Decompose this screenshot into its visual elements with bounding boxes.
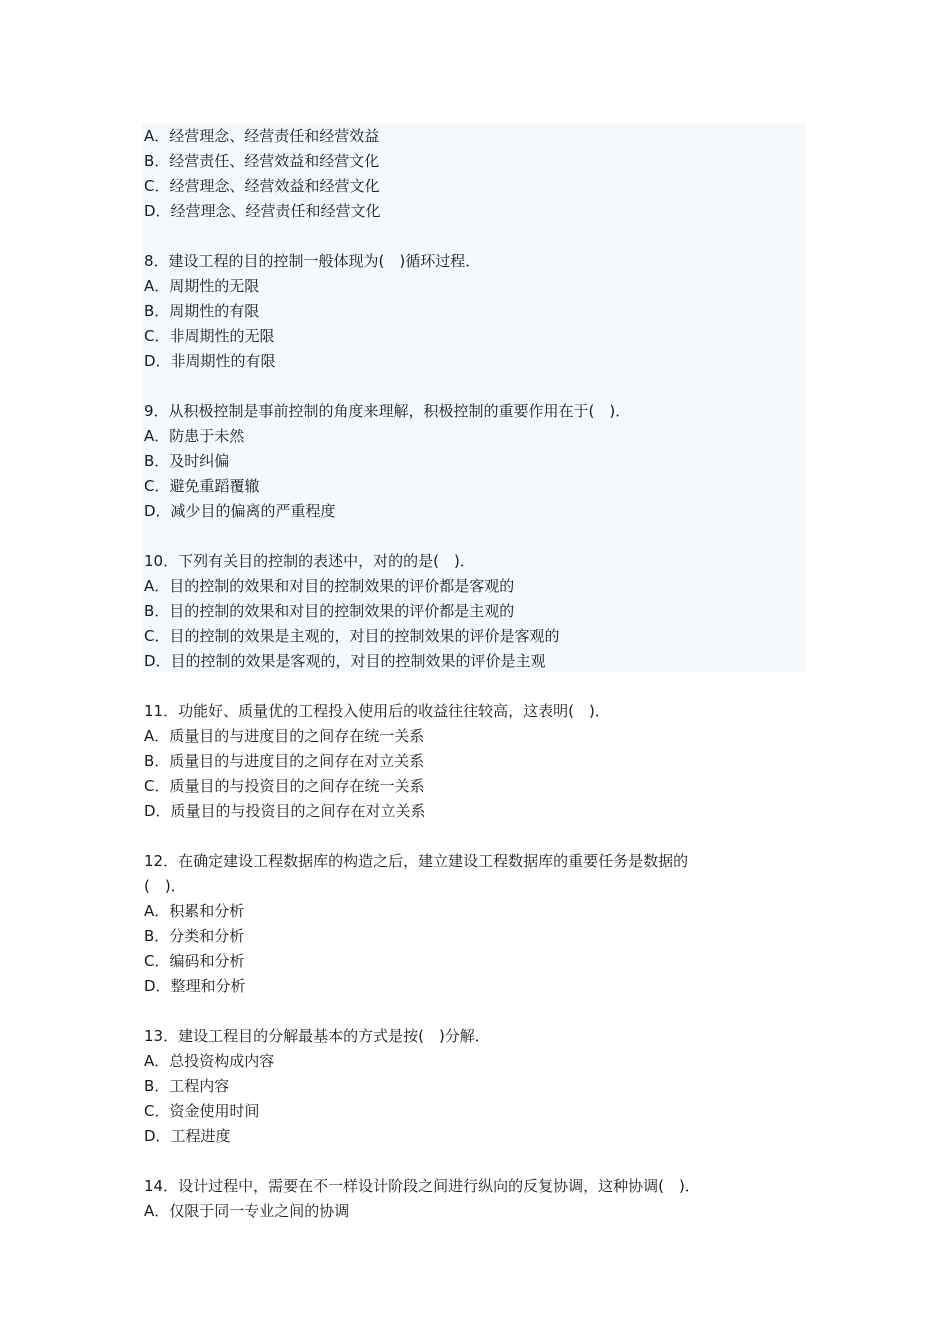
block-spacer	[144, 374, 784, 399]
text-line: C．非周期性的无限	[144, 327, 275, 345]
text-line: D．非周期性的有限	[144, 352, 276, 370]
text-line: D．质量目的与投资目的之间存在对立关系	[144, 802, 426, 820]
text-line: A．经营理念、经营责任和经营效益	[144, 127, 380, 145]
question-block	[144, 124, 784, 224]
text-line: B．质量目的与进度目的之间存在对立关系	[144, 752, 425, 770]
text-line: B．及时纠偏	[144, 452, 230, 470]
text-line: C．避免重蹈覆辙	[144, 477, 260, 495]
block-spacer	[144, 524, 784, 549]
block-spacer	[144, 674, 784, 699]
text-line: C．资金使用时间	[144, 1102, 260, 1120]
question-block	[144, 399, 784, 524]
text-line: A．总投资构成内容	[144, 1052, 275, 1070]
question-stem: 10．下列有关目的控制的表述中，对的的是( )．	[144, 552, 475, 570]
block-spacer	[144, 999, 784, 1024]
text-line: A．周期性的无限	[144, 277, 260, 295]
text-line: D．经营理念、经营责任和经营文化	[144, 202, 381, 220]
text-line: C．目的控制的效果是主观的，对目的控制效果的评价是客观的	[144, 627, 560, 645]
text-line: C．经营理念、经营效益和经营文化	[144, 177, 380, 195]
question-block	[144, 549, 784, 674]
block-spacer	[144, 824, 784, 849]
question-block	[144, 249, 784, 374]
text-line: A．仅限于同一专业之间的协调	[144, 1202, 350, 1220]
text-line: D．工程进度	[144, 1127, 231, 1145]
text-line: D．减少目的偏离的严重程度	[144, 502, 336, 520]
text-line: A．积累和分析	[144, 902, 245, 920]
question-block	[144, 1024, 784, 1149]
text-line: C．质量目的与投资目的之间存在统一关系	[144, 777, 425, 795]
question-stem: 12．在确定建设工程数据库的构造之后，建立建设工程数据库的重要任务是数据的	[144, 852, 689, 870]
text-line: B．周期性的有限	[144, 302, 260, 320]
question-stem: 8．建设工程的目的控制一般体现为( )循环过程．	[144, 252, 481, 270]
text-line: B．分类和分析	[144, 927, 245, 945]
question-stem: 13．建设工程目的分解最基本的方式是按( )分解．	[144, 1027, 490, 1045]
text-line: A．防患于未然	[144, 427, 245, 445]
question-block	[144, 849, 784, 999]
text-line: ( )．	[144, 877, 186, 895]
text-line: D．目的控制的效果是客观的，对目的控制效果的评价是主观	[144, 652, 546, 670]
text-line: B．经营责任、经营效益和经营文化	[144, 152, 380, 170]
question-list	[144, 124, 784, 1224]
text-line: A．质量目的与进度目的之间存在统一关系	[144, 727, 425, 745]
question-stem: 14．设计过程中，需要在不一样设计阶段之间进行纵向的反复协调，这种协调( )．	[144, 1177, 700, 1195]
text-line: B．工程内容	[144, 1077, 230, 1095]
text-line: C．编码和分析	[144, 952, 245, 970]
question-stem: 9．从积极控制是事前控制的角度来理解，积极控制的重要作用在于( )．	[144, 402, 631, 420]
block-spacer	[144, 224, 784, 249]
question-stem: 11．功能好、质量优的工程投入使用后的收益往往较高，这表明( )．	[144, 702, 610, 720]
block-spacer	[144, 1149, 784, 1174]
text-line: A．目的控制的效果和对目的控制效果的评价都是客观的	[144, 577, 515, 595]
text-line: D．整理和分析	[144, 977, 246, 995]
question-block	[144, 699, 784, 824]
text-line: B．目的控制的效果和对目的控制效果的评价都是主观的	[144, 602, 515, 620]
question-block	[144, 1174, 784, 1224]
